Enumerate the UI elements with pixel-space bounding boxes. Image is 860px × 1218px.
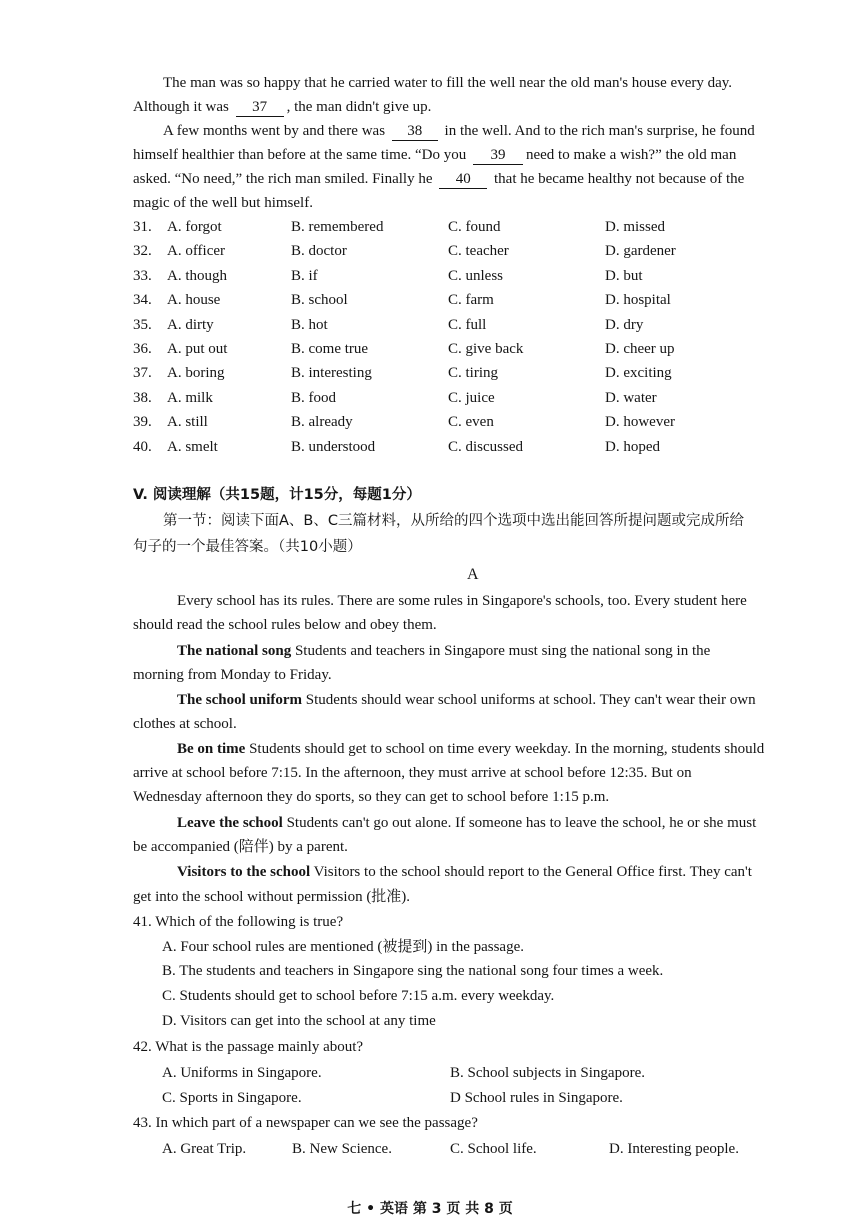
text: magic of the well but himself.	[133, 195, 313, 211]
rule-on-time-line2: arrive at school before 7:15. In the afternoon, they must arrive at school before 12:35. But on	[133, 765, 692, 781]
option-a: A. house	[167, 292, 221, 309]
rule-uniform-line2: clothes at school.	[133, 716, 237, 732]
blank-39: 39	[473, 146, 523, 165]
cloze-p2-line3	[133, 168, 744, 190]
option-row	[133, 289, 833, 311]
question-number: 38.	[133, 389, 152, 406]
passage-intro-line2: should read the school rules below and obey them.	[133, 617, 437, 633]
option-d: D. hoped	[605, 438, 660, 455]
blank-38: 38	[392, 122, 438, 141]
rule-national-song-line1	[177, 640, 710, 662]
option-a: A. though	[167, 267, 227, 284]
option-d: D. cheer up	[605, 341, 675, 357]
rule-uniform-line1	[177, 689, 756, 711]
option-d: D. but	[605, 267, 643, 284]
text: need to make a wish?” the old man	[525, 147, 737, 163]
q43-option-c: C. School life.	[450, 1141, 537, 1157]
cloze-p2-line4	[133, 192, 313, 214]
question-number: 31.	[133, 219, 152, 235]
cloze-p2-line1	[163, 120, 755, 142]
option-row	[133, 436, 833, 458]
q41-option-d: D. Visitors can get into the school at any time	[162, 1013, 436, 1029]
option-d: D. hospital	[605, 292, 671, 309]
section-instruction-2: 句子的一个最佳答案。（共10小题）	[133, 539, 362, 555]
text: , the man didn't give up.	[286, 99, 432, 115]
rule-title: Be on time	[177, 741, 246, 757]
option-a: A. still	[167, 414, 208, 431]
option-c: C. even	[448, 414, 494, 431]
q43-option-b: B. New Science.	[292, 1141, 392, 1157]
text: The man was so happy that he carried water to fill the well near the old man's house every day.	[163, 75, 733, 91]
rule-visitors-line2: get into the school without permission (批准).	[133, 889, 411, 905]
text: Visitors to the school should report to the General Office first. They can't	[310, 864, 752, 880]
question-number: 40.	[133, 438, 152, 455]
option-a: A. forgot	[167, 219, 222, 235]
q42-option-b: B. School subjects in Singapore.	[450, 1065, 645, 1081]
section-instruction-1: 第一节：阅读下面A、B、C三篇材料，从所给的四个选项中选出能回答所提问题或完成所给	[163, 513, 744, 529]
q42-option-d: D School rules in Singapore.	[450, 1090, 623, 1106]
question-number: 37.	[133, 365, 152, 382]
option-d: D. missed	[605, 219, 665, 235]
text: asked. “No need,” the rich man smiled. Finally he	[133, 171, 433, 187]
cloze-p1-line1	[163, 72, 732, 94]
q42-stem: 42. What is the passage mainly about?	[133, 1039, 364, 1055]
cloze-p1-line2	[133, 96, 431, 118]
text: Although it was	[133, 99, 229, 115]
option-d: D. however	[605, 414, 675, 431]
option-a: A. boring	[167, 365, 225, 382]
rule-national-song-line2: morning from Monday to Friday.	[133, 667, 332, 683]
option-d: D. gardener	[605, 243, 676, 260]
section-heading: V. 阅读理解（共15题，计15分，每题1分）	[133, 487, 421, 503]
rule-title: Leave the school	[177, 815, 283, 831]
option-a: A. smelt	[167, 438, 218, 455]
question-number: 35.	[133, 316, 152, 333]
q41-option-c: C. Students should get to school before 7:15 a.m. every weekday.	[162, 988, 555, 1004]
rule-leave-school-line1	[177, 812, 756, 834]
q43-option-a: A. Great Trip.	[162, 1141, 247, 1157]
blank-40: 40	[439, 170, 487, 189]
rule-title: Visitors to the school	[177, 864, 311, 880]
option-c: C. unless	[448, 267, 504, 284]
page-footer: 七 • 英语 第 3 页 共 8 页	[347, 1201, 513, 1217]
option-b: B. interesting	[291, 365, 372, 382]
option-b: B. remembered	[291, 219, 384, 235]
option-a: A. dirty	[167, 316, 214, 333]
question-number: 36.	[133, 341, 152, 357]
option-row	[133, 265, 833, 287]
q42-option-c: C. Sports in Singapore.	[162, 1090, 302, 1106]
blank-37: 37	[236, 98, 284, 117]
option-b: B. come true	[291, 341, 369, 357]
option-c: C. juice	[448, 389, 495, 406]
option-b: B. doctor	[291, 243, 347, 260]
option-c: C. tiring	[448, 365, 499, 382]
text: A few months went by and there was	[163, 123, 386, 139]
option-c: C. found	[448, 219, 501, 235]
question-number: 33.	[133, 267, 152, 284]
option-row	[133, 387, 833, 409]
option-d: D. exciting	[605, 365, 672, 382]
option-b: B. understood	[291, 438, 376, 455]
question-number: 39.	[133, 414, 152, 431]
option-row	[133, 216, 833, 238]
q42-option-a: A. Uniforms in Singapore.	[162, 1065, 322, 1081]
q41-option-b: B. The students and teachers in Singapore sing the national song four times a week.	[162, 963, 664, 979]
text: Students can't go out alone. If someone has to leave the school, he or she must	[282, 815, 757, 831]
option-b: B. food	[291, 389, 336, 406]
rule-visitors-line1	[177, 861, 752, 883]
cloze-p2-line2	[133, 144, 736, 166]
option-row	[133, 338, 833, 360]
option-b: B. if	[291, 267, 318, 284]
q43-option-d: D. Interesting people.	[609, 1141, 739, 1157]
text: that he became healthy not because of the	[494, 171, 745, 187]
passage-intro-line1: Every school has its rules. There are some rules in Singapore's schools, too. Every student here	[177, 593, 747, 609]
q43-stem: 43. In which part of a newspaper can we see the passage?	[133, 1115, 478, 1131]
text: Students should wear school uniforms at school. They can't wear their own	[302, 692, 756, 708]
option-d: D. water	[605, 389, 657, 406]
q41-option-a: A. Four school rules are mentioned (被提到) in the passage.	[162, 939, 524, 955]
rule-title: The school uniform	[177, 692, 303, 708]
option-b: B. hot	[291, 316, 328, 333]
option-c: C. farm	[448, 292, 494, 309]
option-b: B. school	[291, 292, 348, 309]
text: in the well. And to the rich man's surprise, he found	[444, 123, 755, 139]
option-row	[133, 411, 833, 433]
text: Students and teachers in Singapore must sing the national song in the	[291, 643, 711, 659]
option-b: B. already	[291, 414, 353, 431]
rule-on-time-line3: Wednesday afternoon they do sports, so they can get to school before 1:15 p.m.	[133, 789, 610, 805]
option-c: C. discussed	[448, 438, 523, 455]
rule-title: The national song	[177, 643, 292, 659]
option-row	[133, 362, 833, 384]
option-row	[133, 240, 833, 262]
passage-label: A	[467, 566, 479, 583]
option-row	[133, 314, 833, 336]
option-c: C. give back	[448, 341, 524, 357]
text: Students should get to school on time every weekday. In the morning, students should	[245, 741, 765, 757]
option-c: C. full	[448, 316, 487, 333]
question-number: 34.	[133, 292, 152, 309]
rule-leave-school-line2: be accompanied (陪伴) by a parent.	[133, 839, 348, 855]
option-a: A. milk	[167, 389, 213, 406]
option-a: A. put out	[167, 341, 228, 357]
rule-on-time-line1	[177, 738, 764, 760]
q41-stem: 41. Which of the following is true?	[133, 914, 344, 930]
option-d: D. dry	[605, 316, 644, 333]
text: himself healthier than before at the same time. “Do you	[133, 147, 467, 163]
option-c: C. teacher	[448, 243, 509, 260]
question-number: 32.	[133, 243, 152, 260]
option-a: A. officer	[167, 243, 226, 260]
